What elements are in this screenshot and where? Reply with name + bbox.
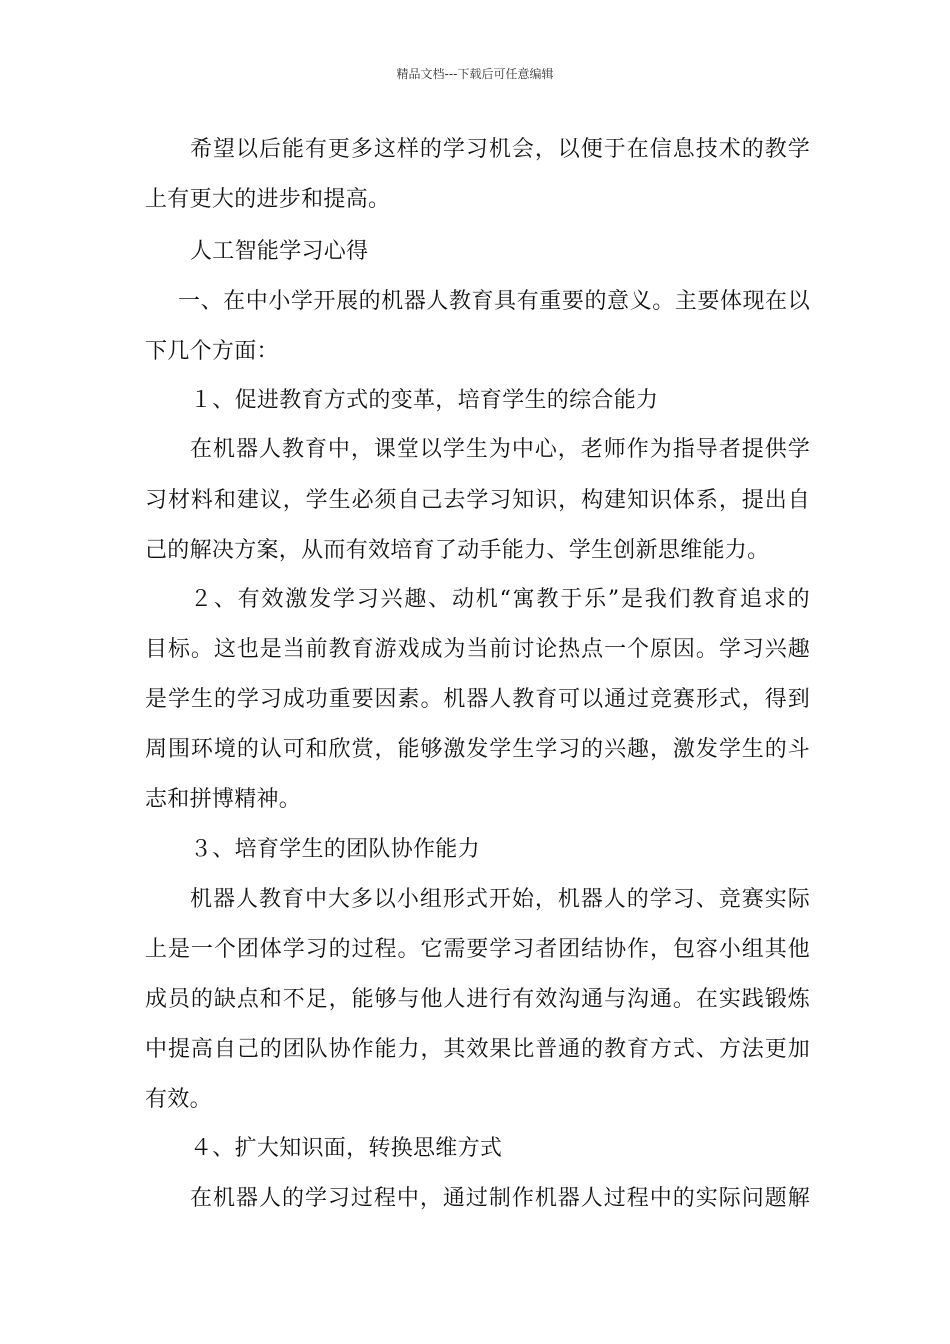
subheading: ３、培育学生的团队协作能力 [190, 837, 480, 862]
subheading: １、促进教育方式的变革，培育学生的综合能力 [190, 388, 659, 413]
paragraph-line: 在机器人教育中，课堂以学生为中心，老师作为指导者提供学 [190, 437, 810, 462]
paragraph-line: 上有更大的进步和提高。 [145, 187, 391, 212]
paragraph-line: 周围环境的认可和欣赏，能够激发学生学习的兴趣，激发学生的斗 [145, 737, 810, 762]
paragraph-line: 下几个方面： [145, 339, 279, 364]
paragraph-line: 习材料和建议，学生必须自己去学习知识，构建知识体系，提出自 [145, 488, 810, 513]
paragraph-line: 在机器人的学习过程中，通过制作机器人过程中的实际问题解 [190, 1186, 810, 1211]
paragraph-line: 成员的缺点和不足，能够与他人进行有效沟通与沟通。在实践锻炼 [145, 987, 810, 1012]
paragraph-line: 中提高自己的团队协作能力，其效果比普通的教育方式、方法更加 [145, 1037, 810, 1062]
page-header: 精品文档---下载后可任意编辑 [396, 67, 554, 81]
paragraph-line: 目标。这也是当前教育游戏成为当前讨论热点一个原因。学习兴趣 [145, 637, 810, 662]
paragraph-line: 上是一个团体学习的过程。它需要学习者团结协作，包容小组其他 [145, 937, 810, 962]
paragraph-line: 志和拼博精神。 [145, 787, 302, 812]
paragraph-line: ２、有效激发学习兴趣、动机“寓教于乐”是我们教育追求的 [190, 587, 810, 612]
paragraph-line: 希望以后能有更多这样的学习机会，以便于在信息技术的教学 [190, 137, 810, 162]
paragraph-line: 有效。 [145, 1087, 212, 1112]
subheading: ４、扩大知识面，转换思维方式 [190, 1136, 503, 1161]
paragraph-line: 机器人教育中大多以小组形式开始，机器人的学习、竞赛实际 [190, 887, 810, 912]
paragraph-line: 己的解决方案，从而有效培育了动手能力、学生创新思维能力。 [145, 538, 770, 563]
paragraph-line: 是学生的学习成功重要因素。机器人教育可以通过竞赛形式，得到 [145, 687, 810, 712]
section-title: 人工智能学习心得 [190, 239, 369, 264]
paragraph-line: 一、在中小学开展的机器人教育具有重要的意义。主要体现在以 [178, 289, 810, 314]
